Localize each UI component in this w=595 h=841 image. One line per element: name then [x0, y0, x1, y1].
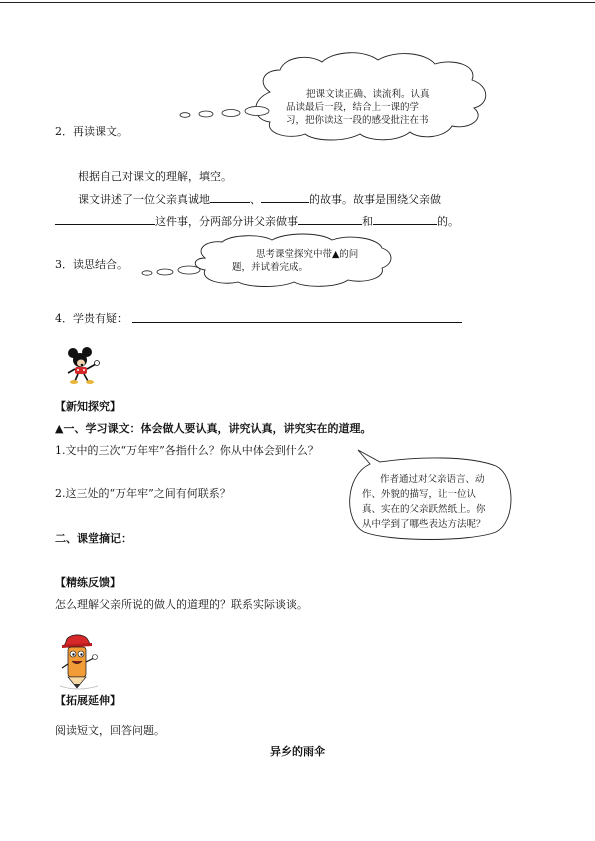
- fill-part-1: 课文讲述了一位父亲真诚地: [78, 193, 210, 206]
- fill-part-3: 这件事，分两部分讲父亲做事: [155, 215, 298, 228]
- extension-title: 【拓展延伸】: [55, 694, 121, 707]
- bubble-line-3: 真、实在的父亲跃然纸上。你: [362, 504, 486, 515]
- bubble-line-4: 从中学到了哪些表达方法呢？: [362, 519, 486, 530]
- notes-heading: 二、课堂摘记：: [55, 532, 132, 545]
- cloud1-line-3: 习，把你读这一段的感受批注在书: [286, 115, 429, 126]
- feedback-title: 【精练反馈】: [55, 576, 121, 589]
- section4-heading: 4．学贵有疑：: [55, 312, 128, 325]
- fill-and: 和: [362, 215, 373, 228]
- fill-end: 的。: [437, 215, 459, 228]
- explore-title: 【新知探究】: [55, 400, 121, 413]
- fill-separator: 、: [250, 193, 261, 206]
- cloud1-line-2: 品读最后一段，结合上一课的学: [286, 102, 420, 113]
- bubble-line-2: 作、外貌的描写，让一位认: [362, 489, 477, 500]
- explore-question-1: 1.文中的三次“万年牢”各指什么？你从中体会到什么？: [55, 444, 319, 457]
- fill-part-2: 的故事。故事是围绕父亲做: [309, 193, 441, 206]
- explore-subtitle: ▲一、学习课文：体会做人要认真，讲究认真，讲究实在的道理。: [55, 422, 372, 435]
- pencil-mascot-icon: [58, 632, 100, 692]
- bubble-line-1: 作者通过对父亲语言、动: [380, 474, 485, 485]
- feedback-question: 怎么理解父亲所说的做人的道理的？联系实际谈谈。: [55, 598, 308, 611]
- section3-heading: 3．读思结合。: [55, 258, 128, 271]
- explore-question-2: 2.这三处的“万年牢”之间有何联系？: [55, 487, 231, 500]
- cloud2-line-1: 思考课堂探究中带▲的问: [256, 249, 359, 260]
- cloud1-line-1: 把课文读正确、读流利。认真: [306, 89, 430, 100]
- section2-instruction: 根据自己对课文的理解，填空。: [78, 170, 232, 183]
- story-title: 异乡的雨伞: [270, 745, 325, 758]
- section2-heading: 2．再读课文。: [55, 125, 128, 138]
- extension-instruction: 阅读短文，回答问题。: [55, 724, 165, 737]
- cloud2-line-2: 题，并试着完成。: [232, 262, 309, 273]
